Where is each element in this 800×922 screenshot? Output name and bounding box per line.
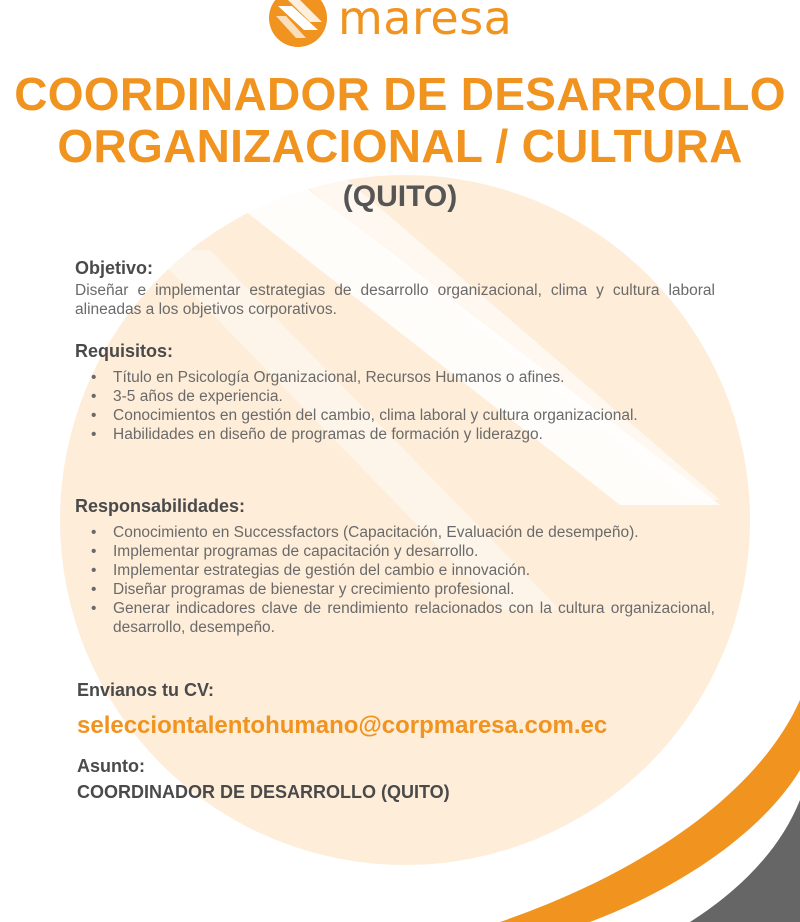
email-link[interactable]: selecciontalentohumano@corpmaresa.com.ec xyxy=(77,712,608,739)
subject-value: COORDINADOR DE DESARROLLO (QUITO) xyxy=(77,782,450,802)
cv-label: Envianos tu CV: xyxy=(77,680,215,700)
bullet-icon: • xyxy=(91,407,97,424)
bullet-icon: • xyxy=(91,600,97,617)
maresa-logo xyxy=(268,0,512,48)
responsibilities-label: Responsabilidades: xyxy=(75,496,246,516)
bullet-icon: • xyxy=(91,524,97,541)
responsibilities-section xyxy=(75,496,715,637)
requirements-section xyxy=(75,341,715,444)
job-location: (QUITO) xyxy=(342,180,458,213)
objective-label: Objetivo: xyxy=(75,258,154,278)
job-title xyxy=(0,68,800,172)
bullet-icon: • xyxy=(91,369,97,386)
responsibilities-list xyxy=(75,523,715,637)
subject-label: Asunto: xyxy=(77,756,145,776)
bullet-icon: • xyxy=(91,388,97,405)
list-item: • Implementar programas de capacitación y desarrollo. xyxy=(91,543,479,560)
maresa-logo-icon xyxy=(268,0,328,48)
list-item: • 3-5 años de experiencia. xyxy=(91,388,283,405)
list-item: • Implementar estrategias de gestión del cambio e innovación. xyxy=(91,562,531,579)
list-item: • Título en Psicología Organizacional, Recursos Humanos o afines. xyxy=(91,369,565,386)
objective-section xyxy=(75,258,715,319)
list-item: • Conocimiento en Successfactors (Capacitación, Evaluación de desempeño). xyxy=(91,524,639,541)
list-item: • Diseñar programas de bienestar y crecimiento profesional. xyxy=(91,581,515,598)
list-item: • Conocimientos en gestión del cambio, clima laboral y cultura organizacional. xyxy=(91,407,638,424)
brand-name: maresa xyxy=(338,0,513,45)
objective-text: Diseñar e implementar estrategias de desarrollo organizacional, clima y cultura laboral alineadas a los objetivos corporativos. xyxy=(75,282,715,318)
list-item: • Habilidades en diseño de programas de formación y liderazgo. xyxy=(91,426,543,443)
bullet-icon: • xyxy=(91,562,97,579)
bullet-icon: • xyxy=(91,543,97,560)
requirements-label: Requisitos: xyxy=(75,341,174,361)
list-item: • Generar indicadores clave de rendimiento relacionados con la cultura organizacional, desarrollo, desempeño. xyxy=(91,600,715,636)
job-title-line-1: COORDINADOR DE DESARROLLO xyxy=(14,68,786,120)
bullet-icon: • xyxy=(91,581,97,598)
job-title-line-2: ORGANIZACIONAL / CULTURA xyxy=(57,120,743,172)
bullet-icon: • xyxy=(91,426,97,443)
requirements-list xyxy=(75,368,715,444)
